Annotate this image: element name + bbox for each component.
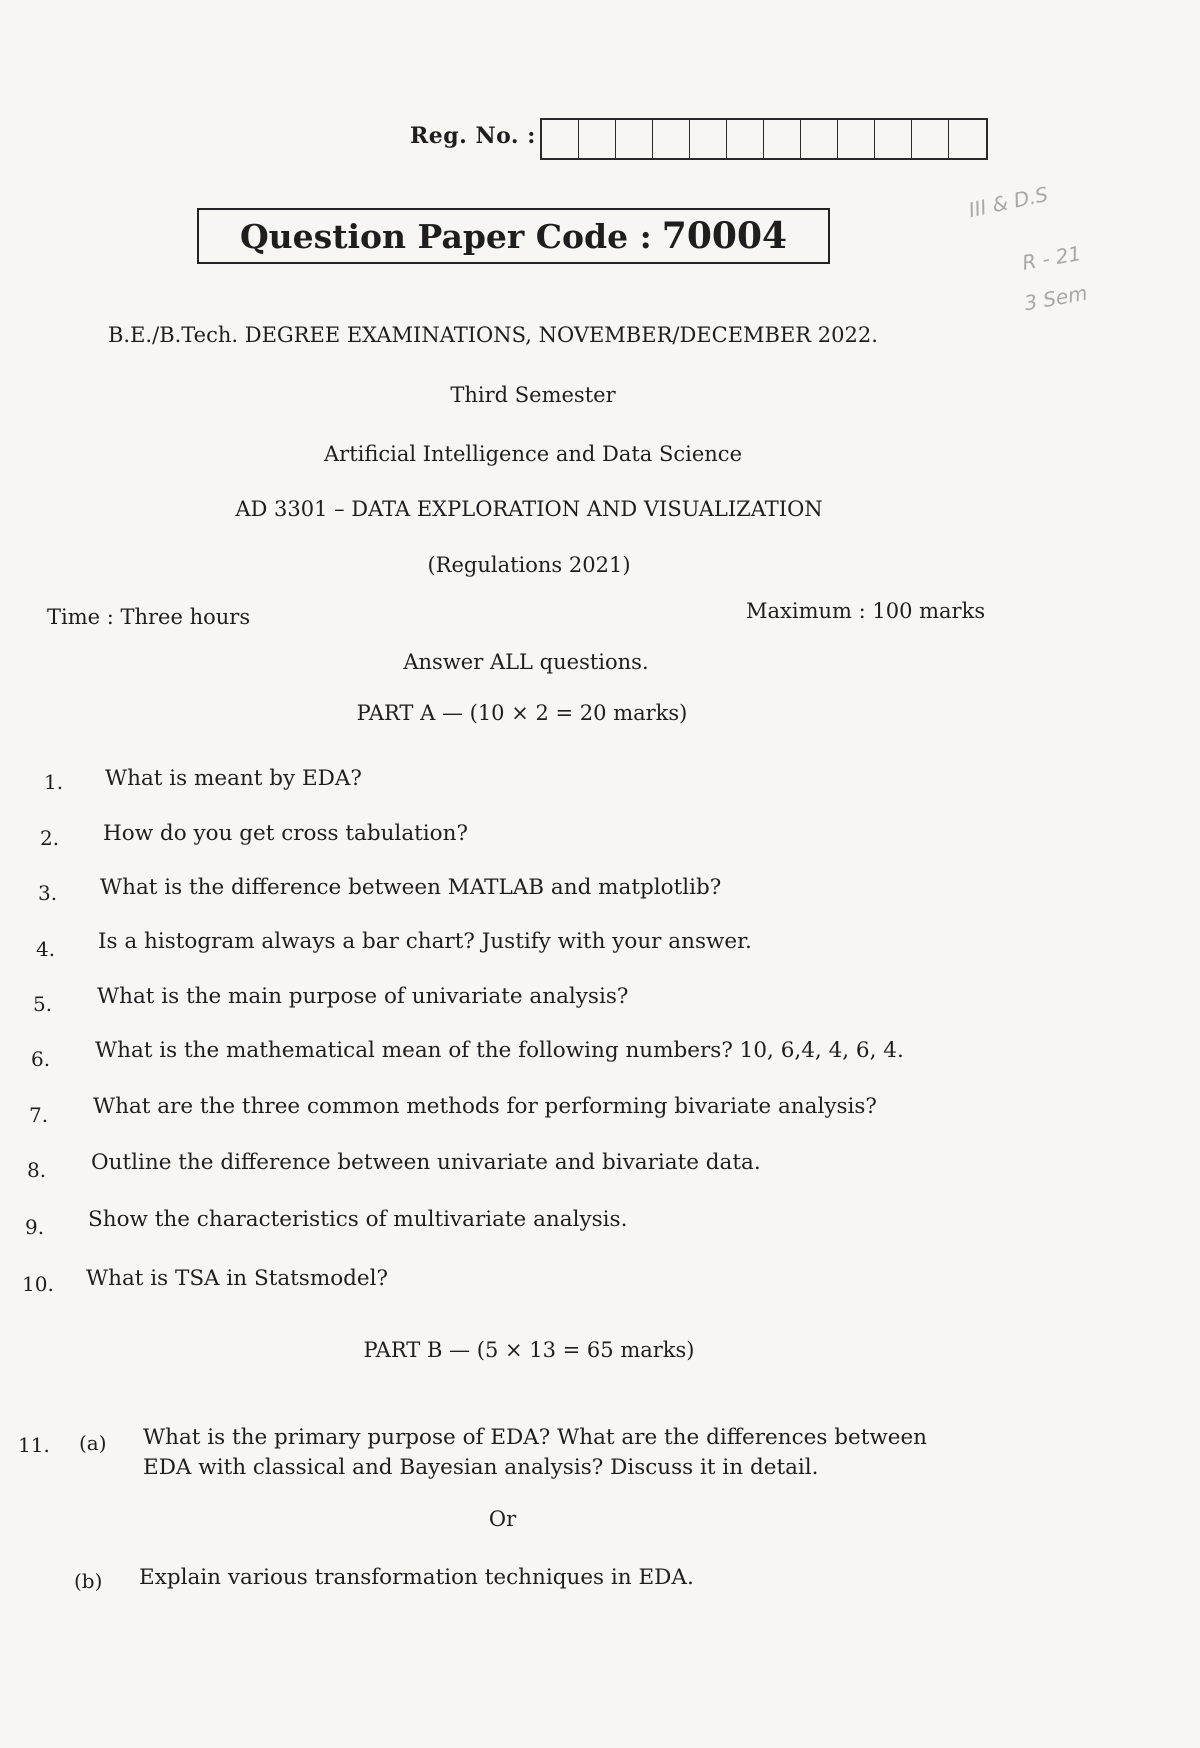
reg-no-label: Reg. No. : [410,123,536,149]
reg-no-box[interactable] [875,120,912,158]
reg-no-box[interactable] [801,120,838,158]
reg-no-box[interactable] [542,120,579,158]
handwritten-note: III & D.S [966,181,1051,223]
part-b-title: PART B — (5 × 13 = 65 marks) [363,1338,695,1362]
maximum-marks: Maximum : 100 marks [746,599,986,623]
regulations: (Regulations 2021) [427,553,631,577]
question-text: What is meant by EDA? [105,766,362,791]
question-number: 4. [36,937,56,961]
question-number: 10. [22,1272,54,1296]
subject-title: AD 3301 – DATA EXPLORATION AND VISUALIZATION [235,497,823,521]
question-number: 3. [38,881,58,905]
reg-no-box[interactable] [616,120,653,158]
sub-question-label: (b) [74,1569,103,1593]
question-text: What is the primary purpose of EDA? What are the differences between [143,1425,928,1450]
question-paper-code: 70004 [661,215,788,257]
question-text: Show the characteristics of multivariate analysis. [88,1207,628,1232]
question-text: Explain various transformation techniques in EDA. [139,1565,694,1590]
exam-title: B.E./B.Tech. DEGREE EXAMINATIONS, NOVEMBER/DECEMBER 2022. [108,323,878,347]
question-text: What is the difference between MATLAB and matplotlib? [100,875,722,900]
question-number: 2. [40,826,60,850]
reg-no-box[interactable] [912,120,949,158]
question-number: 8. [27,1158,47,1182]
reg-no-box[interactable] [690,120,727,158]
question-paper-code-box [197,208,830,264]
reg-no-box[interactable] [764,120,801,158]
question-number: 9. [25,1215,45,1239]
semester: Third Semester [450,383,616,407]
handwritten-note: 3 Sem [1022,280,1090,316]
or-separator: Or [488,1507,517,1531]
reg-no-box[interactable] [579,120,616,158]
department: Artificial Intelligence and Data Science [323,442,742,466]
question-number: 1. [44,770,64,794]
instructions: Answer ALL questions. [403,650,649,674]
reg-no-box[interactable] [653,120,690,158]
question-text: What is TSA in Statsmodel? [86,1266,389,1291]
question-number: 11. [18,1433,50,1457]
reg-no-boxes[interactable] [540,118,988,160]
question-text: What is the main purpose of univariate analysis? [97,984,629,1009]
question-number: 6. [31,1047,51,1071]
reg-no-box[interactable] [949,120,986,158]
question-paper-code-label: Question Paper Code : [239,216,652,256]
question-text: EDA with classical and Bayesian analysis? Discuss it in detail. [143,1455,819,1480]
question-text: Outline the difference between univariate and bivariate data. [91,1150,761,1175]
question-text: Is a histogram always a bar chart? Justify with your answer. [98,929,752,954]
part-a-title: PART A — (10 × 2 = 20 marks) [356,701,688,725]
reg-no-box[interactable] [727,120,764,158]
handwritten-note: R - 21 [1020,241,1083,275]
question-number: 5. [33,992,53,1016]
exam-duration: Time : Three hours [47,605,251,629]
question-text: What are the three common methods for performing bivariate analysis? [93,1094,877,1119]
sub-question-label: (a) [79,1431,107,1455]
question-text: What is the mathematical mean of the following numbers? 10, 6,4, 4, 6, 4. [95,1038,904,1063]
question-text: How do you get cross tabulation? [103,821,468,846]
question-number: 7. [29,1103,49,1127]
reg-no-box[interactable] [838,120,875,158]
